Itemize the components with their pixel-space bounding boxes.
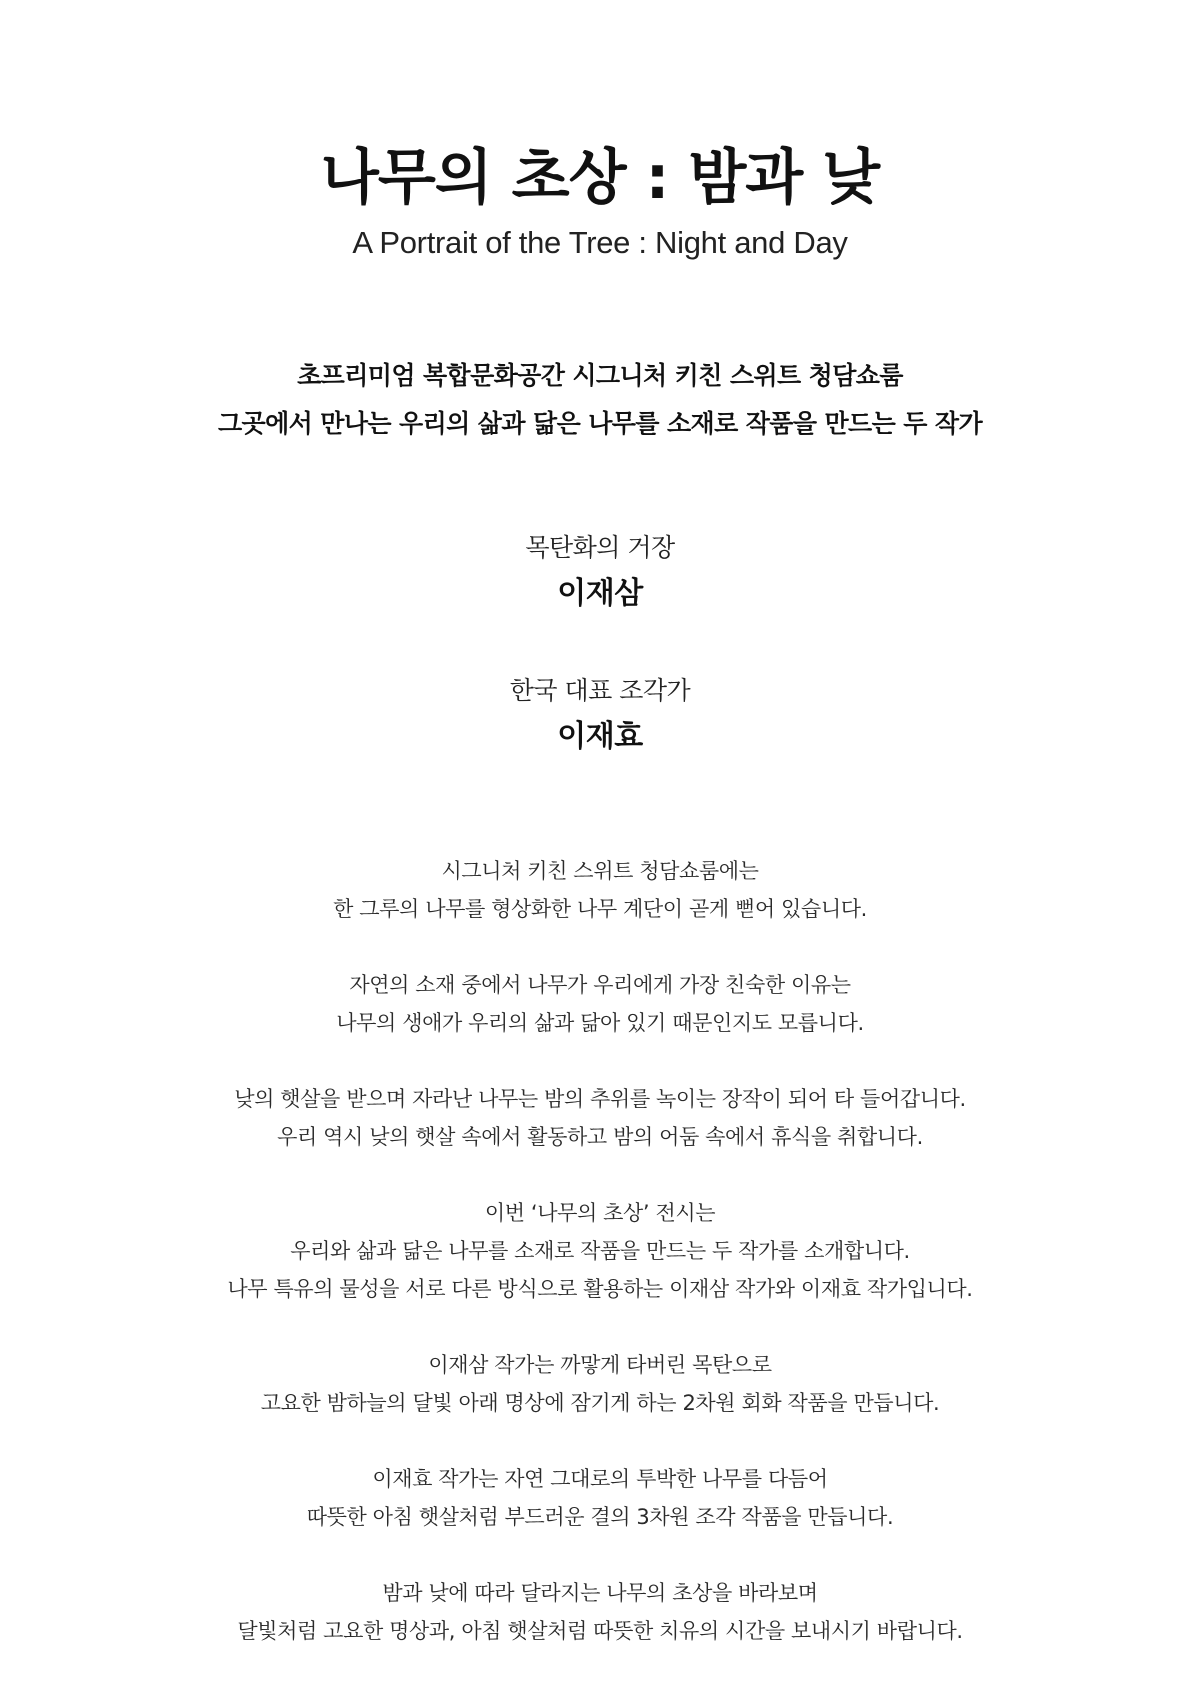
paragraph: [0, 1460, 1200, 1536]
artist-block-1: [0, 530, 1200, 616]
paragraph-line: 낮의 햇살을 받으며 자라난 나무는 밤의 추위를 녹이는 장작이 되어 타 들어갑니다.: [234, 1087, 966, 1111]
artist-description: 한국 대표 조각가: [509, 676, 691, 705]
exhibition-description: [0, 852, 1200, 1688]
intro-line: 그곳에서 만나는 우리의 삶과 닮은 나무를 소재로 작품을 만드는 두 작가: [218, 409, 982, 438]
paragraph: [0, 966, 1200, 1042]
paragraph-line: 고요한 밤하늘의 달빛 아래 명상에 잠기게 하는 2차원 회화 작품을 만듭니다.: [260, 1391, 940, 1415]
intro-text: [0, 352, 1200, 448]
artist-name: 이재효: [557, 719, 643, 754]
paragraph-line: 우리 역시 낮의 햇살 속에서 활동하고 밤의 어둠 속에서 휴식을 취합니다.: [277, 1125, 923, 1149]
intro-line: 초프리미엄 복합문화공간 시그니처 키친 스위트 청담쇼룸: [297, 361, 903, 390]
artist-block-2: [0, 673, 1200, 759]
paragraph-line: 우리와 삶과 닮은 나무를 소재로 작품을 만드는 두 작가를 소개합니다.: [290, 1239, 910, 1263]
paragraph-line: 나무의 생애가 우리의 삶과 닮아 있기 때문인지도 모릅니다.: [336, 1011, 864, 1035]
paragraph-line: 나무 특유의 물성을 서로 다른 방식으로 활용하는 이재삼 작가와 이재효 작가입니다.: [227, 1277, 973, 1301]
paragraph: [0, 1080, 1200, 1156]
paragraph: [0, 1346, 1200, 1422]
paragraph-line: 이재효 작가는 자연 그대로의 투박한 나무를 다듬어: [372, 1467, 828, 1491]
artist-description: 목탄화의 거장: [525, 533, 675, 562]
paragraph-line: 자연의 소재 중에서 나무가 우리에게 가장 친숙한 이유는: [349, 973, 851, 997]
paragraph-line: 달빛처럼 고요한 명상과, 아침 햇살처럼 따뜻한 치유의 시간을 보내시기 바랍니다.: [237, 1619, 963, 1643]
paragraph-line: 시그니처 키친 스위트 청담쇼룸에는: [441, 859, 759, 883]
paragraph-line: 이번 ‘나무의 초상’ 전시는: [484, 1201, 716, 1225]
artist-name: 이재삼: [557, 576, 643, 611]
paragraph-line: 이재삼 작가는 까맣게 타버린 목탄으로: [428, 1353, 772, 1377]
paragraph: [0, 1194, 1200, 1308]
page-subtitle: A Portrait of the Tree : Night and Day: [352, 225, 848, 260]
paragraph-line: 따뜻한 아침 햇살처럼 부드러운 결의 3차원 조각 작품을 만듭니다.: [306, 1505, 894, 1529]
paragraph: [0, 1574, 1200, 1650]
paragraph-line: 밤과 낮에 따라 달라지는 나무의 초상을 바라보며: [382, 1581, 818, 1605]
paragraph-line: 한 그루의 나무를 형상화한 나무 계단이 곧게 뻗어 있습니다.: [333, 897, 867, 921]
paragraph: [0, 852, 1200, 928]
page-title: 나무의 초상 : 밤과 낮: [320, 143, 880, 213]
